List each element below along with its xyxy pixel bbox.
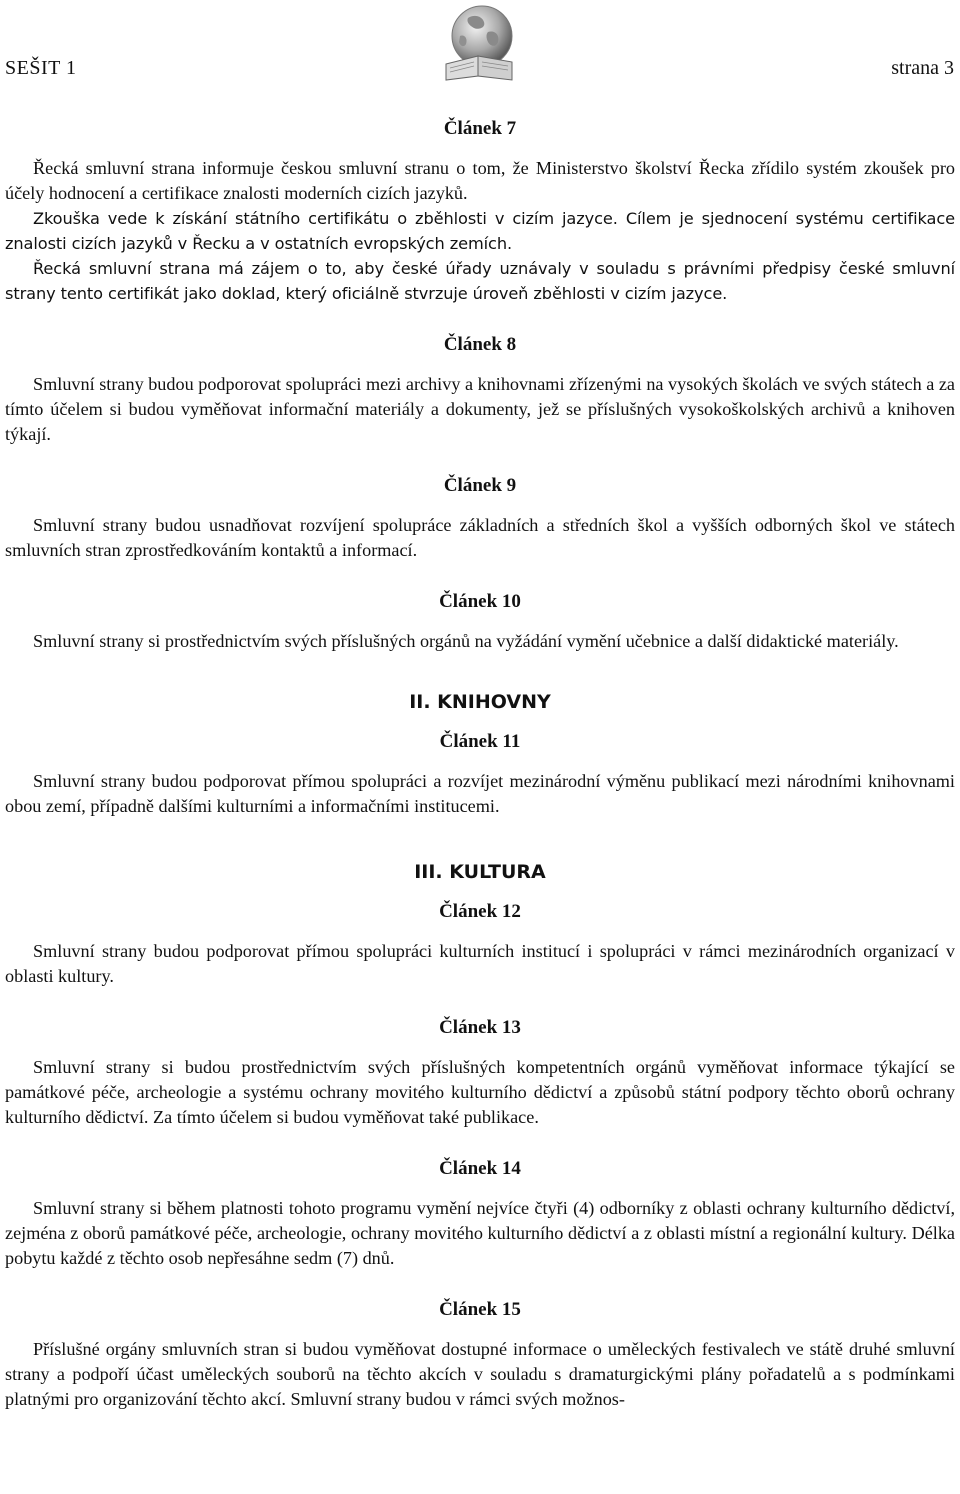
booklet-label: SEŠIT 1 bbox=[5, 57, 77, 79]
article-15-title: Článek 15 bbox=[439, 1299, 521, 1320]
article-10-title: Článek 10 bbox=[439, 591, 521, 612]
globe-book-icon bbox=[438, 2, 520, 82]
article-15-paragraph: Příslušné orgány smluvních stran si budou vyměňovat dostupné informace o uměleckých festivalech ve státě druhé smluvní strany a podpoří účast uměleckých souborů na těchto akcích v souladu s dramaturgickými plány pořadatelů a s podmínkami platnými pro organizování těchto akcí. Smluvní strany budou v rámci svých možnos- bbox=[5, 1339, 955, 1409]
page-number: strana 3 bbox=[891, 57, 954, 79]
article-7-title: Článek 7 bbox=[443, 118, 517, 139]
article-7-paragraph-1: Řecká smluvní strana informuje českou smluvní stranu o tom, že Ministerstvo školství Řecka zřídilo systém zkoušek pro účely hodnocení a certifikace znalosti moderních cizích jazyků. bbox=[5, 158, 955, 203]
article-8-title: Článek 8 bbox=[443, 334, 517, 355]
document-body bbox=[5, 116, 955, 1412]
article-9-title: Článek 9 bbox=[443, 475, 517, 496]
section-kultura-heading: III. KULTURA bbox=[414, 861, 546, 883]
article-11-title: Článek 11 bbox=[439, 731, 521, 752]
article-12-paragraph: Smluvní strany budou podporovat přímou spolupráci kulturních institucí i spolupráci v rámci mezinárodních organizací v oblasti kultury. bbox=[5, 941, 955, 986]
article-14-paragraph: Smluvní strany si během platnosti tohoto programu vymění nejvíce čtyři (4) odborníky z oblasti ochrany kulturního dědictví, zejména z oborů památkové péče, archeologie, ochrany movitého kulturního dědictví a z oblasti místní a regionální kultury. Délka pobytu každé z těchto osob nepřesáhne sedm (7) dnů. bbox=[5, 1198, 955, 1268]
article-8-paragraph: Smluvní strany budou podporovat spolupráci mezi archivy a knihovnami zřízenými na vysokých školách ve svých státech a za tímto účelem si budou vyměňovat informační materiály a dokumenty, jež se příslušných vysokoškolských archivů a knihoven týkají. bbox=[5, 374, 955, 444]
article-11-paragraph: Smluvní strany budou podporovat přímou spolupráci a rozvíjet mezinárodní výměnu publikací mezi národními knihovnami obou zemí, případně dalšími kulturními a informačními institucemi. bbox=[5, 771, 955, 816]
page-header bbox=[0, 0, 960, 100]
article-14-title: Článek 14 bbox=[439, 1158, 521, 1179]
article-9-paragraph: Smluvní strany budou usnadňovat rozvíjení spolupráce základních a středních škol a vyšších odborných škol ve státech smluvních stran zprostředkováním kontaktů a informací. bbox=[5, 515, 955, 560]
article-13-title: Článek 13 bbox=[439, 1017, 521, 1038]
article-12-title: Článek 12 bbox=[439, 901, 521, 922]
article-7-paragraph-2: Zkouška vede k získání státního certifikátu o zběhlosti v cizím jazyce. Cílem je sjednocení systému certifikace znalosti cizích jazyků v Řecku a v ostatních evropských zemích. bbox=[5, 209, 955, 253]
section-knihovny-heading: II. KNIHOVNY bbox=[409, 691, 551, 713]
article-10-paragraph: Smluvní strany si prostřednictvím svých příslušných orgánů na vyžádání vymění učebnice a další didaktické materiály. bbox=[33, 631, 899, 651]
article-7-paragraph-3: Řecká smluvní strana má zájem o to, aby české úřady uznávaly v souladu s právními předpisy české smluvní strany tento certifikát jako doklad, který oficiálně stvrzuje úroveň zběhlosti v cizím jazyce. bbox=[5, 259, 955, 303]
article-13-paragraph: Smluvní strany si budou prostřednictvím svých příslušných kompetentních orgánů vyměňovat informace týkající se památkové péče, archeologie a systému ochrany movitého kulturního dědictví a způsobů státní podpory těchto oborů ochrany kulturního dědictví. Za tímto účelem si budou vyměňovat také publikace. bbox=[5, 1057, 955, 1127]
